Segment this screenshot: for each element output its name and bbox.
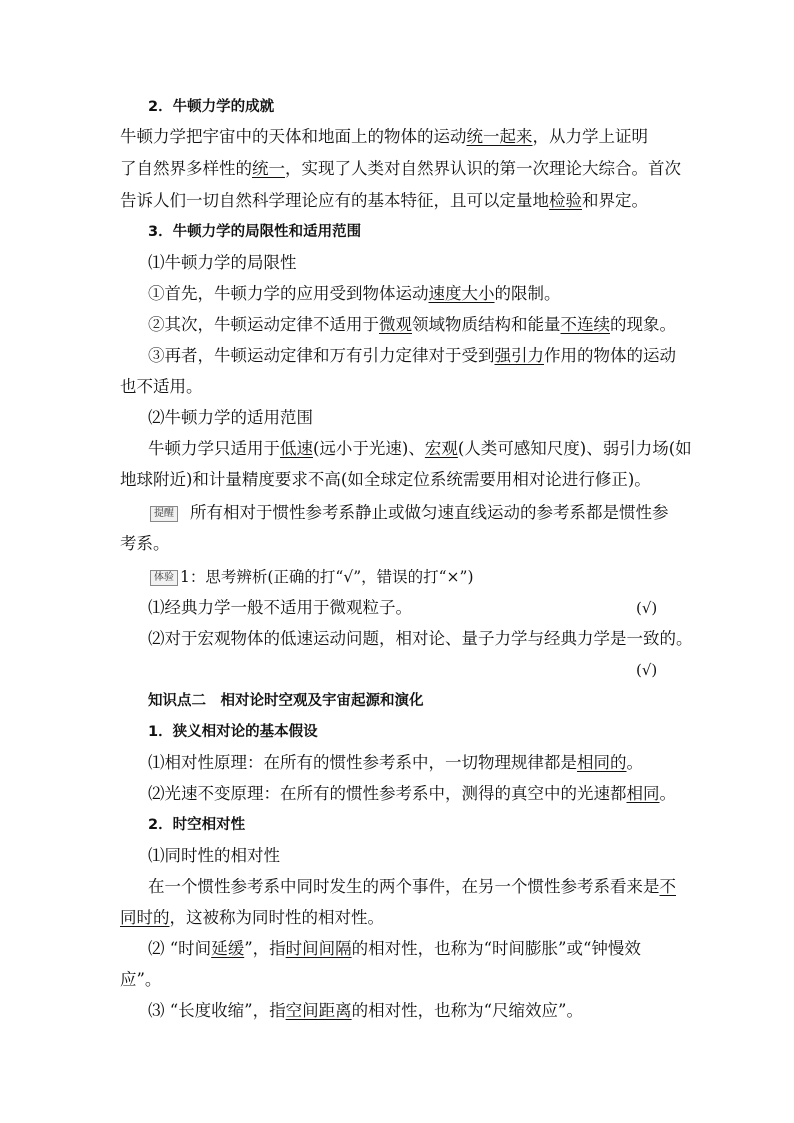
paragraph-line: 地球附近)和计量精度要求不高(如全球定位系统需要用相对论进行修正)。: [120, 470, 651, 489]
experience-label: 体验: [150, 570, 178, 586]
paragraph-line: ⑶ “长度收缩”，指空间距离的相对性，也称为“尺缩效应”。: [148, 1001, 583, 1020]
underlined-term: 时间间隔: [285, 939, 352, 958]
paragraph-line: ③再者，牛顿运动定律和万有引力定律对于受到强引力作用的物体的运动: [148, 346, 676, 365]
subheading: ⑴同时性的相对性: [148, 846, 280, 865]
tip-label: 提醒: [150, 506, 178, 522]
tip-box: 提醒 所有相对于惯性参考系静止或做匀速直线运动的参考系都是惯性参: [150, 502, 669, 524]
underlined-term: 微观: [379, 315, 412, 334]
paragraph-line: ①首先，牛顿力学的应用受到物体运动速度大小的限制。: [148, 284, 561, 303]
paragraph-line: ②其次，牛顿运动定律不适用于微观领域物质结构和能量不连续的现象。: [148, 315, 676, 334]
knowledge-point-heading: 知识点二 相对论时空观及宇宙起源和演化: [148, 693, 424, 709]
paragraph-line: 同时的，这被称为同时性的相对性。: [120, 908, 384, 927]
paragraph-line: 牛顿力学把宇宙中的天体和地面上的物体的运动统一起来，从力学上证明: [120, 127, 648, 146]
underlined-term: 统一起来: [466, 127, 533, 146]
paragraph-line: 牛顿力学只适用于低速(远小于光速)、宏观(人类可感知尺度)、弱引力场(如: [148, 439, 692, 458]
paragraph-line: 应”。: [120, 970, 162, 989]
answer-mark: (√): [636, 599, 658, 617]
section-heading: 3．牛顿力学的局限性和适用范围: [148, 224, 362, 240]
underlined-term: 空间距离: [285, 1001, 352, 1020]
section-heading: 2．时空相对性: [148, 817, 246, 833]
underlined-term: 低速: [280, 439, 313, 458]
underlined-term: 不: [659, 877, 676, 896]
question-item: ⑴经典力学一般不适用于微观粒子。: [148, 598, 412, 617]
underlined-term: 相同: [626, 784, 660, 803]
paragraph-line: ⑵ “时间延缓”，指时间间隔的相对性，也称为“时间膨胀”或“钟慢效: [148, 939, 641, 958]
subheading: ⑵牛顿力学的适用范围: [148, 408, 313, 427]
section-heading: 2．牛顿力学的成就: [148, 99, 275, 115]
subheading: ⑴牛顿力学的局限性: [148, 253, 297, 272]
underlined-term: 宏观: [424, 439, 458, 458]
paragraph-line: 了自然界多样性的统一，实现了人类对自然界认识的第一次理论大综合。首次: [120, 159, 681, 178]
question-item: ⑵对于宏观物体的低速运动问题，相对论、量子力学与经典力学是一致的。: [148, 629, 693, 648]
underlined-term: 相同的: [577, 753, 627, 772]
paragraph-line: 也不适用。: [120, 377, 203, 396]
paragraph-line: ⑴相对性原理：在所有的惯性参考系中，一切物理规律都是相同的。: [148, 753, 643, 772]
underlined-term: 延缓: [211, 939, 245, 958]
underlined-term: 统一: [252, 159, 285, 178]
underlined-term: 检验: [549, 191, 582, 210]
underlined-term: 不连续: [560, 315, 610, 334]
answer-mark: (√): [636, 661, 658, 679]
paragraph-line: 考系。: [120, 534, 170, 553]
underlined-term: 速度大小: [428, 284, 495, 303]
paragraph-line: ⑵光速不变原理：在所有的惯性参考系中，测得的真空中的光速都相同。: [148, 784, 676, 803]
underlined-term: 强引力: [494, 346, 544, 365]
paragraph-line: 告诉人们一切自然科学理论应有的基本特征，且可以定量地检验和界定。: [120, 191, 648, 210]
section-heading: 1．狭义相对论的基本假设: [148, 724, 318, 740]
experience-box: 体验 1：思考辨析(正确的打“√”，错误的打“×”): [150, 566, 474, 588]
paragraph-line: 在一个惯性参考系中同时发生的两个事件，在另一个惯性参考系看来是不: [148, 877, 676, 896]
underlined-term: 同时的: [120, 908, 170, 927]
